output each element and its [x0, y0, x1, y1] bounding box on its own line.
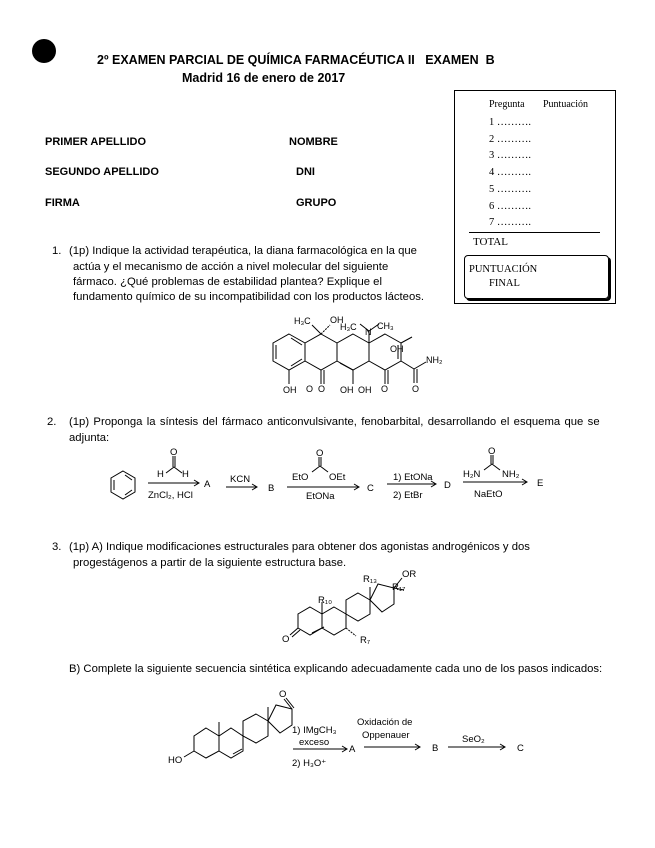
- mol-label: NH₂: [426, 355, 443, 365]
- scheme-label: B: [432, 743, 439, 754]
- score-row: 4 ……….: [489, 167, 531, 178]
- scheme-label: NH₂: [502, 469, 520, 480]
- scheme-label: E: [537, 478, 544, 489]
- dhea-structure: [184, 698, 505, 758]
- steroid-base-structure: [290, 578, 404, 637]
- tetracycline-labels: [283, 315, 443, 395]
- scheme-label: A: [204, 479, 211, 490]
- mol-label: H₃C: [294, 316, 311, 326]
- scheme-label: C: [367, 483, 374, 494]
- q3-number: 3.: [52, 541, 62, 553]
- steroid-label: R₁₇: [392, 582, 406, 593]
- scheme-label: EtONa: [306, 491, 335, 502]
- q3-line-b: B) Complete la siguiente secuencia sintética explicando adecuadamente cada uno de los pasos indicados:: [69, 663, 603, 675]
- field-segundo-apellido: SEGUNDO APELLIDO: [45, 166, 159, 178]
- scheme-label: SeO₂: [462, 734, 485, 745]
- scheme-label: 1) IMgCH₃: [292, 725, 337, 736]
- phenobarbital-scheme-labels: [148, 446, 543, 502]
- tetracycline-structure: [273, 324, 426, 384]
- mol-label: OH: [283, 385, 297, 395]
- mol-label: OH: [340, 385, 354, 395]
- scheme-label: ZnCl₂, HCl: [148, 490, 193, 501]
- scheme-label: H₂N: [463, 469, 481, 480]
- q3-line: progestágenos a partir de la siguiente estructura base.: [73, 557, 347, 569]
- col-pregunta: Pregunta: [489, 99, 525, 110]
- steroid-label: R₁₃: [363, 574, 377, 585]
- col-puntuacion: Puntuación: [543, 99, 588, 110]
- mol-label: H₃C: [340, 322, 357, 332]
- scheme-label: O: [316, 448, 324, 459]
- scheme-label: D: [444, 480, 451, 491]
- field-dni: DNI: [296, 166, 315, 178]
- mol-label: O: [318, 384, 326, 394]
- scheme-label: H: [182, 469, 189, 480]
- mol-label: O: [306, 384, 314, 394]
- scheme-label: KCN: [230, 474, 251, 485]
- final-label-2: FINAL: [489, 278, 520, 289]
- final-label-1: PUNTUACIÓN: [469, 264, 538, 275]
- steroid-label: R₇: [360, 635, 371, 646]
- scheme-label: A: [349, 744, 356, 755]
- scheme-label: OEt: [329, 472, 346, 483]
- q1-line: (1p) Indique la actividad terapéutica, la diana farmacológica en la que: [69, 245, 417, 257]
- exam-date: Madrid 16 de enero de 2017: [182, 71, 346, 85]
- q2-number: 2.: [47, 416, 57, 428]
- field-grupo: GRUPO: [296, 197, 337, 209]
- q1-line: actúa y el mecanismo de acción a nivel molecular del siguiente: [73, 261, 389, 273]
- score-row: 6 ……….: [489, 201, 531, 212]
- scheme-label: HO: [168, 755, 183, 766]
- score-row: 2 ……….: [489, 134, 531, 145]
- mol-label: O: [381, 384, 389, 394]
- scheme-label: B: [268, 483, 275, 494]
- mol-label: O: [412, 384, 420, 394]
- score-row: 7 ……….: [489, 217, 531, 228]
- mol-label: OH: [330, 315, 344, 325]
- total-label: TOTAL: [473, 236, 508, 248]
- steroid-labels: [282, 569, 416, 646]
- scheme-label: exceso: [299, 737, 330, 748]
- scheme-label: C: [517, 743, 524, 754]
- steroid-label: R₁₀: [318, 595, 333, 606]
- field-firma: FIRMA: [45, 197, 80, 209]
- steroid-label: O: [282, 634, 290, 645]
- scheme-label: Oppenauer: [362, 730, 410, 741]
- q3-line: (1p) A) Indique modificaciones estructurales para obtener dos agonistas androgénicos y dos: [69, 541, 530, 553]
- scheme-label: 2) EtBr: [393, 490, 423, 501]
- scheme-label: O: [279, 689, 287, 700]
- mol-label: OH: [390, 344, 404, 354]
- dhea-scheme-labels: [168, 689, 524, 769]
- scheme-label: O: [170, 447, 178, 458]
- mol-label: N: [365, 327, 372, 337]
- q1-line: fármaco. ¿Qué problemas de estabilidad plantea? Explique el: [73, 276, 382, 288]
- scheme-label: Oxidación de: [357, 717, 413, 728]
- scheme-label: NaEtO: [474, 489, 503, 500]
- mol-label: CH₃: [377, 321, 394, 331]
- exam-title: 2º EXAMEN PARCIAL DE QUÍMICA FARMACÉUTICA II EXAMEN B: [97, 53, 495, 67]
- q2-line: adjunta:: [69, 432, 110, 444]
- q1-line: fundamento químico de su incompatibilidad con los productos lácteos.: [73, 291, 425, 303]
- scheme-label: 1) EtONa: [393, 472, 433, 483]
- scheme-label: EtO: [292, 472, 309, 483]
- mol-label: OH: [358, 385, 372, 395]
- score-row: 3 ……….: [489, 150, 531, 161]
- score-row: 5 ……….: [489, 184, 531, 195]
- scheme-label: O: [488, 446, 496, 457]
- steroid-label: OR: [402, 569, 417, 580]
- scheme-label: 2) H₃O⁺: [292, 758, 327, 769]
- field-primer-apellido: PRIMER APELLIDO: [45, 136, 147, 148]
- q1-number: 1.: [52, 245, 62, 257]
- q2-line: (1p) Proponga la síntesis del fármaco anticonvulsivante, fenobarbital, desarrollando el esquema que se: [69, 416, 600, 428]
- score-row: 1 ……….: [489, 117, 531, 128]
- field-nombre: NOMBRE: [289, 136, 338, 148]
- scheme-label: H: [157, 469, 164, 480]
